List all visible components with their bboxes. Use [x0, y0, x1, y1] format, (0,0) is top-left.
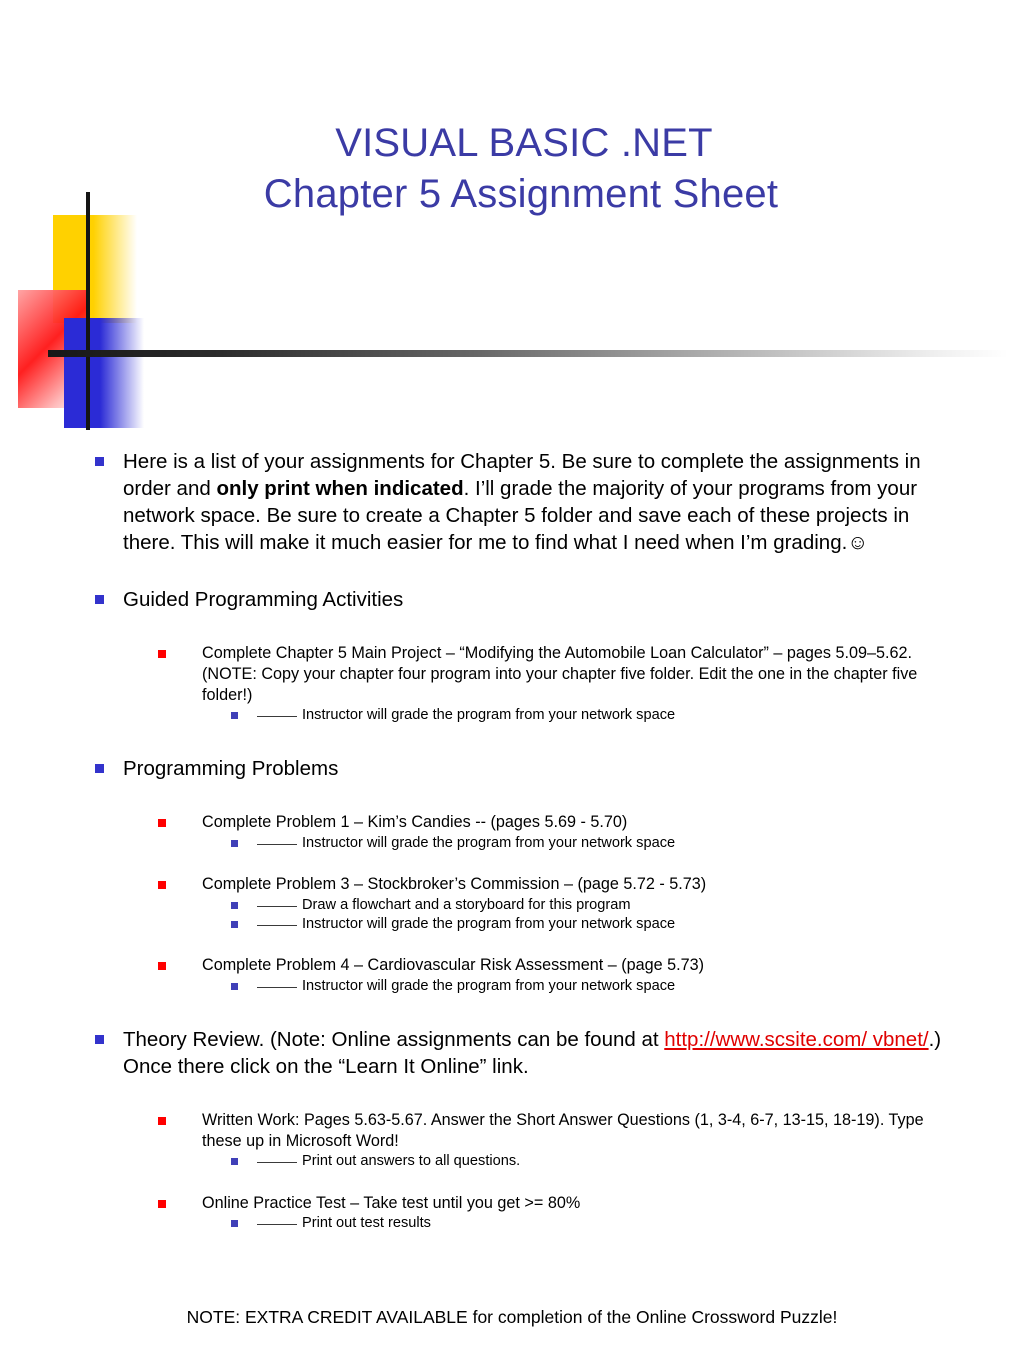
guided-item-main-project-check: [0, 706, 1024, 725]
bullet-square-icon: [158, 650, 166, 658]
bullet-square-icon: [231, 1220, 238, 1227]
online-practice-test-check-1: [0, 1214, 1024, 1233]
written-work-check-1: [0, 1152, 1024, 1171]
problem-3-check-2: [0, 915, 1024, 934]
blank-fill-line: [257, 844, 297, 845]
problem-1-item: [0, 812, 1024, 833]
problem-3-check-1: [0, 896, 1024, 915]
spacer: [0, 556, 1024, 586]
blank-fill-line: [257, 1224, 297, 1225]
title-line-primary: VISUAL BASIC .NET: [335, 121, 713, 165]
section-heading-programming-problems: [0, 755, 1024, 782]
problem-4-text: Complete Problem 4 – Cardiovascular Risk Assessment – (page 5.73): [202, 956, 705, 975]
assignment-body: [0, 448, 1024, 1233]
bullet-square-icon: [158, 881, 166, 889]
footer-extra-credit-note: NOTE: EXTRA CREDIT AVAILABLE for completion of the Online Crossword Puzzle!: [186, 1307, 838, 1327]
intro-text-part-2: . I’ll grade the majority of your programs from your network space. Be sure to create a Chapter 5 folder and save each of these projects in there. This will make it much easier for me to find what I need when I’m grading.☺: [123, 477, 918, 555]
problem-1-text: Complete Problem 1 – Kim’s Candies -- (pages 5.69 - 5.70): [202, 813, 628, 832]
intro-text-emphasis: only print when indicated: [216, 477, 464, 501]
horizontal-gradient-rule: [48, 350, 1008, 357]
written-work-check-text: Print out answers to all questions.: [302, 1152, 521, 1169]
bullet-square-icon: [231, 1158, 238, 1165]
intro-text-part-1: Here is a list of your assignments for Chapter 5. Be sure to complete the assignments in order and: [123, 450, 921, 501]
red-square-shape: [18, 290, 90, 408]
problem-1-check-1: [0, 834, 1024, 853]
bullet-square-icon: [231, 840, 238, 847]
spacer: [0, 782, 1024, 812]
bullet-square-icon: [95, 764, 104, 773]
blank-fill-line: [257, 906, 297, 907]
spacer: [0, 725, 1024, 755]
section-heading-label: Programming Problems: [123, 757, 339, 781]
bullet-square-icon: [231, 712, 238, 719]
theory-heading-part-1: Theory Review. (Note: Online assignments can be found at: [123, 1027, 665, 1051]
spacer: [0, 1080, 1024, 1110]
spacer: [0, 852, 1024, 874]
bullet-square-icon: [95, 457, 104, 466]
written-work-item: [0, 1110, 1024, 1152]
scsite-vbnet-link[interactable]: http://www.scsite.com/ vbnet/: [664, 1027, 929, 1051]
problem-3-check-text-1: Draw a flowchart and a storyboard for this program: [302, 896, 631, 913]
spacer: [0, 613, 1024, 643]
bullet-square-icon: [231, 983, 238, 990]
intro-paragraph: [0, 448, 1024, 556]
bullet-square-icon: [231, 902, 238, 909]
problem-3-item: [0, 874, 1024, 895]
yellow-square-shape: [53, 215, 137, 323]
section-heading-theory-review: [0, 1026, 1024, 1080]
blank-fill-line: [257, 987, 297, 988]
bullet-square-icon: [158, 1117, 166, 1125]
bullet-square-icon: [158, 819, 166, 827]
title-line-secondary: Chapter 5 Assignment Sheet: [263, 172, 779, 217]
spacer: [0, 1171, 1024, 1193]
bullet-square-icon: [158, 1200, 166, 1208]
problem-3-text: Complete Problem 3 – Stockbroker’s Commission – (page 5.72 - 5.73): [202, 875, 707, 894]
section-heading-guided-programming: [0, 586, 1024, 613]
problem-4-check-text: Instructor will grade the program from your network space: [302, 977, 676, 994]
online-practice-test-check-text: Print out test results: [302, 1214, 431, 1231]
problem-4-check-1: [0, 977, 1024, 996]
spacer: [0, 996, 1024, 1026]
section-heading-label: Guided Programming Activities: [123, 588, 404, 612]
problem-3-check-text-2: Instructor will grade the program from your network space: [302, 915, 676, 932]
guided-check-text: Instructor will grade the program from your network space: [302, 707, 676, 724]
guided-item-text: Complete Chapter 5 Main Project – “Modifying the Automobile Loan Calculator” – pages 5.09–5.62. (NOTE: Copy your chapter four program into your chapter five folder. Edit the one in the chapter five folder!): [202, 644, 918, 705]
page-title: [0, 118, 1024, 220]
written-work-text: Written Work: Pages 5.63-5.67. Answer the Short Answer Questions (1, 3-4, 6-7, 13-15, 18-19). Type these up in Microsoft Word!: [202, 1110, 924, 1150]
vertical-rule: [86, 192, 90, 430]
problem-1-check-text: Instructor will grade the program from your network space: [302, 834, 676, 851]
bullet-square-icon: [158, 962, 166, 970]
blank-fill-line: [257, 716, 297, 717]
blank-fill-line: [257, 925, 297, 926]
blank-fill-line: [257, 1162, 297, 1163]
theory-heading-part-2: .) Once there click on the “Learn It Online” link.: [123, 1027, 942, 1078]
spacer: [0, 933, 1024, 955]
bullet-square-icon: [95, 595, 104, 604]
guided-item-main-project: [0, 643, 1024, 706]
bullet-square-icon: [95, 1035, 104, 1044]
online-practice-test-text: Online Practice Test – Take test until you get >= 80%: [202, 1193, 581, 1212]
bullet-square-icon: [231, 921, 238, 928]
blue-square-shape: [64, 318, 144, 428]
problem-4-item: [0, 955, 1024, 976]
online-practice-test-item: [0, 1193, 1024, 1214]
